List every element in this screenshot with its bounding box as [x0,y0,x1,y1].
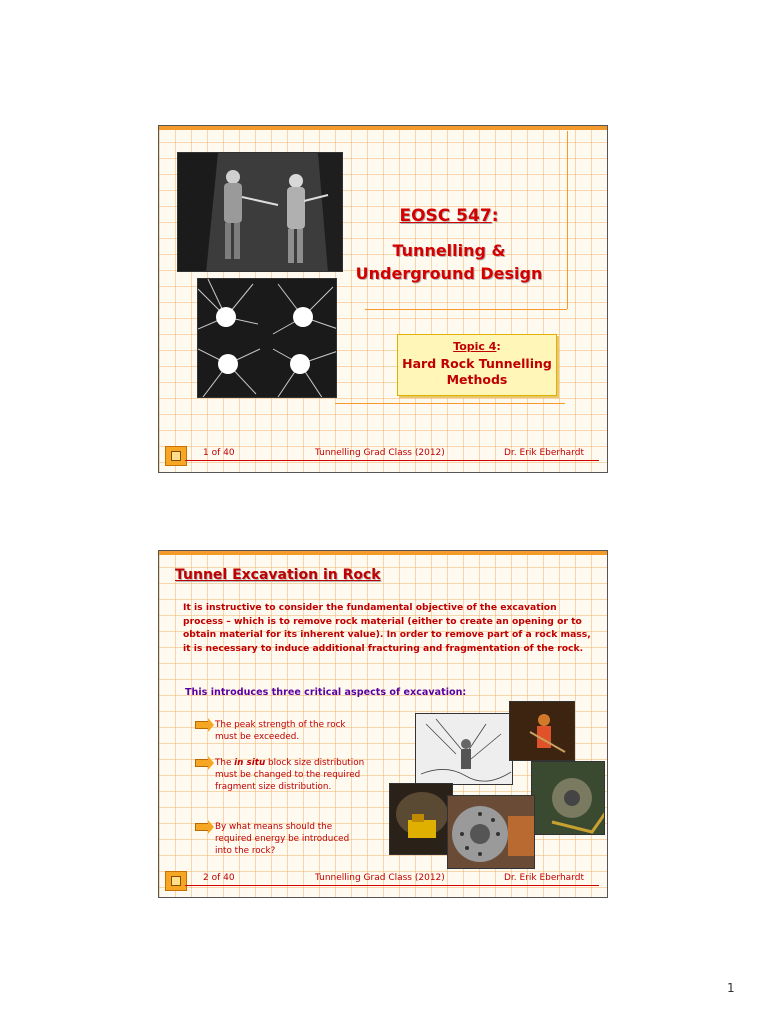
aspects-intro: This introduces three critical aspects of excavation: [185,687,467,698]
slide-footer [159,869,607,897]
bullet-text-part: The [215,758,235,768]
tbm-machine-photo [447,795,535,869]
topic-title-line-1: Hard Rock Tunnelling [402,356,552,371]
topic-label [398,340,556,353]
slide-top-bar [159,551,607,555]
footer-page-number: 1 of 40 [203,448,235,458]
home-icon[interactable] [165,871,187,891]
decorative-line [365,309,567,310]
arrow-icon [195,721,209,729]
slide-2 [158,550,608,898]
bullet-text: By what means should the required energy be introduced into the rock? [215,822,350,856]
tunnel-loader-photo [389,783,453,855]
footer-author: Dr. Erik Eberhardt [504,448,584,458]
slide-heading: Tunnel Excavation in Rock [175,567,381,583]
intro-paragraph: It is instructive to consider the fundamental objective of the excavation process – which is to remove rock material (either to create an opening or to obtain material for its inherent value). In order to remove part of a rock mass, it is necessary to induce additional fracturing and fragmentation of the rock. [183,602,591,654]
footer-author: Dr. Erik Eberhardt [504,873,584,883]
footer-page-number: 2 of 40 [203,873,235,883]
course-code-colon: : [491,206,499,226]
topic-title [398,356,556,388]
arrow-icon [195,823,209,831]
course-code: EOSC 547 [399,206,492,226]
course-code-heading [309,206,589,226]
decorative-line [335,403,565,404]
bullet-text-part: block size distribution must be changed to the required fragment size distribution. [215,758,365,792]
miner-photo [509,701,575,761]
topic-title-line-2: Methods [446,372,508,387]
blast-holes-photo [197,278,337,398]
slide-1 [158,125,608,473]
topic-box [397,334,557,396]
course-title-line-2: Underground Design [355,264,543,283]
drilling-sketch-image [415,713,513,785]
arrow-icon [195,759,209,767]
slide-footer [159,444,607,472]
bullet-emphasis: in situ [234,758,266,768]
bullet-text [215,757,365,793]
tbm-cutterhead-photo [531,761,605,835]
topic-number: Topic 4 [453,340,497,353]
footer-divider [185,460,599,461]
bullet-text: The peak strength of the rock must be exceeded. [215,720,346,742]
footer-divider [185,885,599,886]
decorative-line [567,131,568,309]
slide-top-bar [159,126,607,130]
footer-course: Tunnelling Grad Class (2012) [315,448,445,458]
handout-page-number: 1 [727,981,735,995]
topic-colon: : [496,340,501,353]
course-title-line-1: Tunnelling & [392,241,506,260]
footer-course: Tunnelling Grad Class (2012) [315,873,445,883]
home-icon[interactable] [165,446,187,466]
